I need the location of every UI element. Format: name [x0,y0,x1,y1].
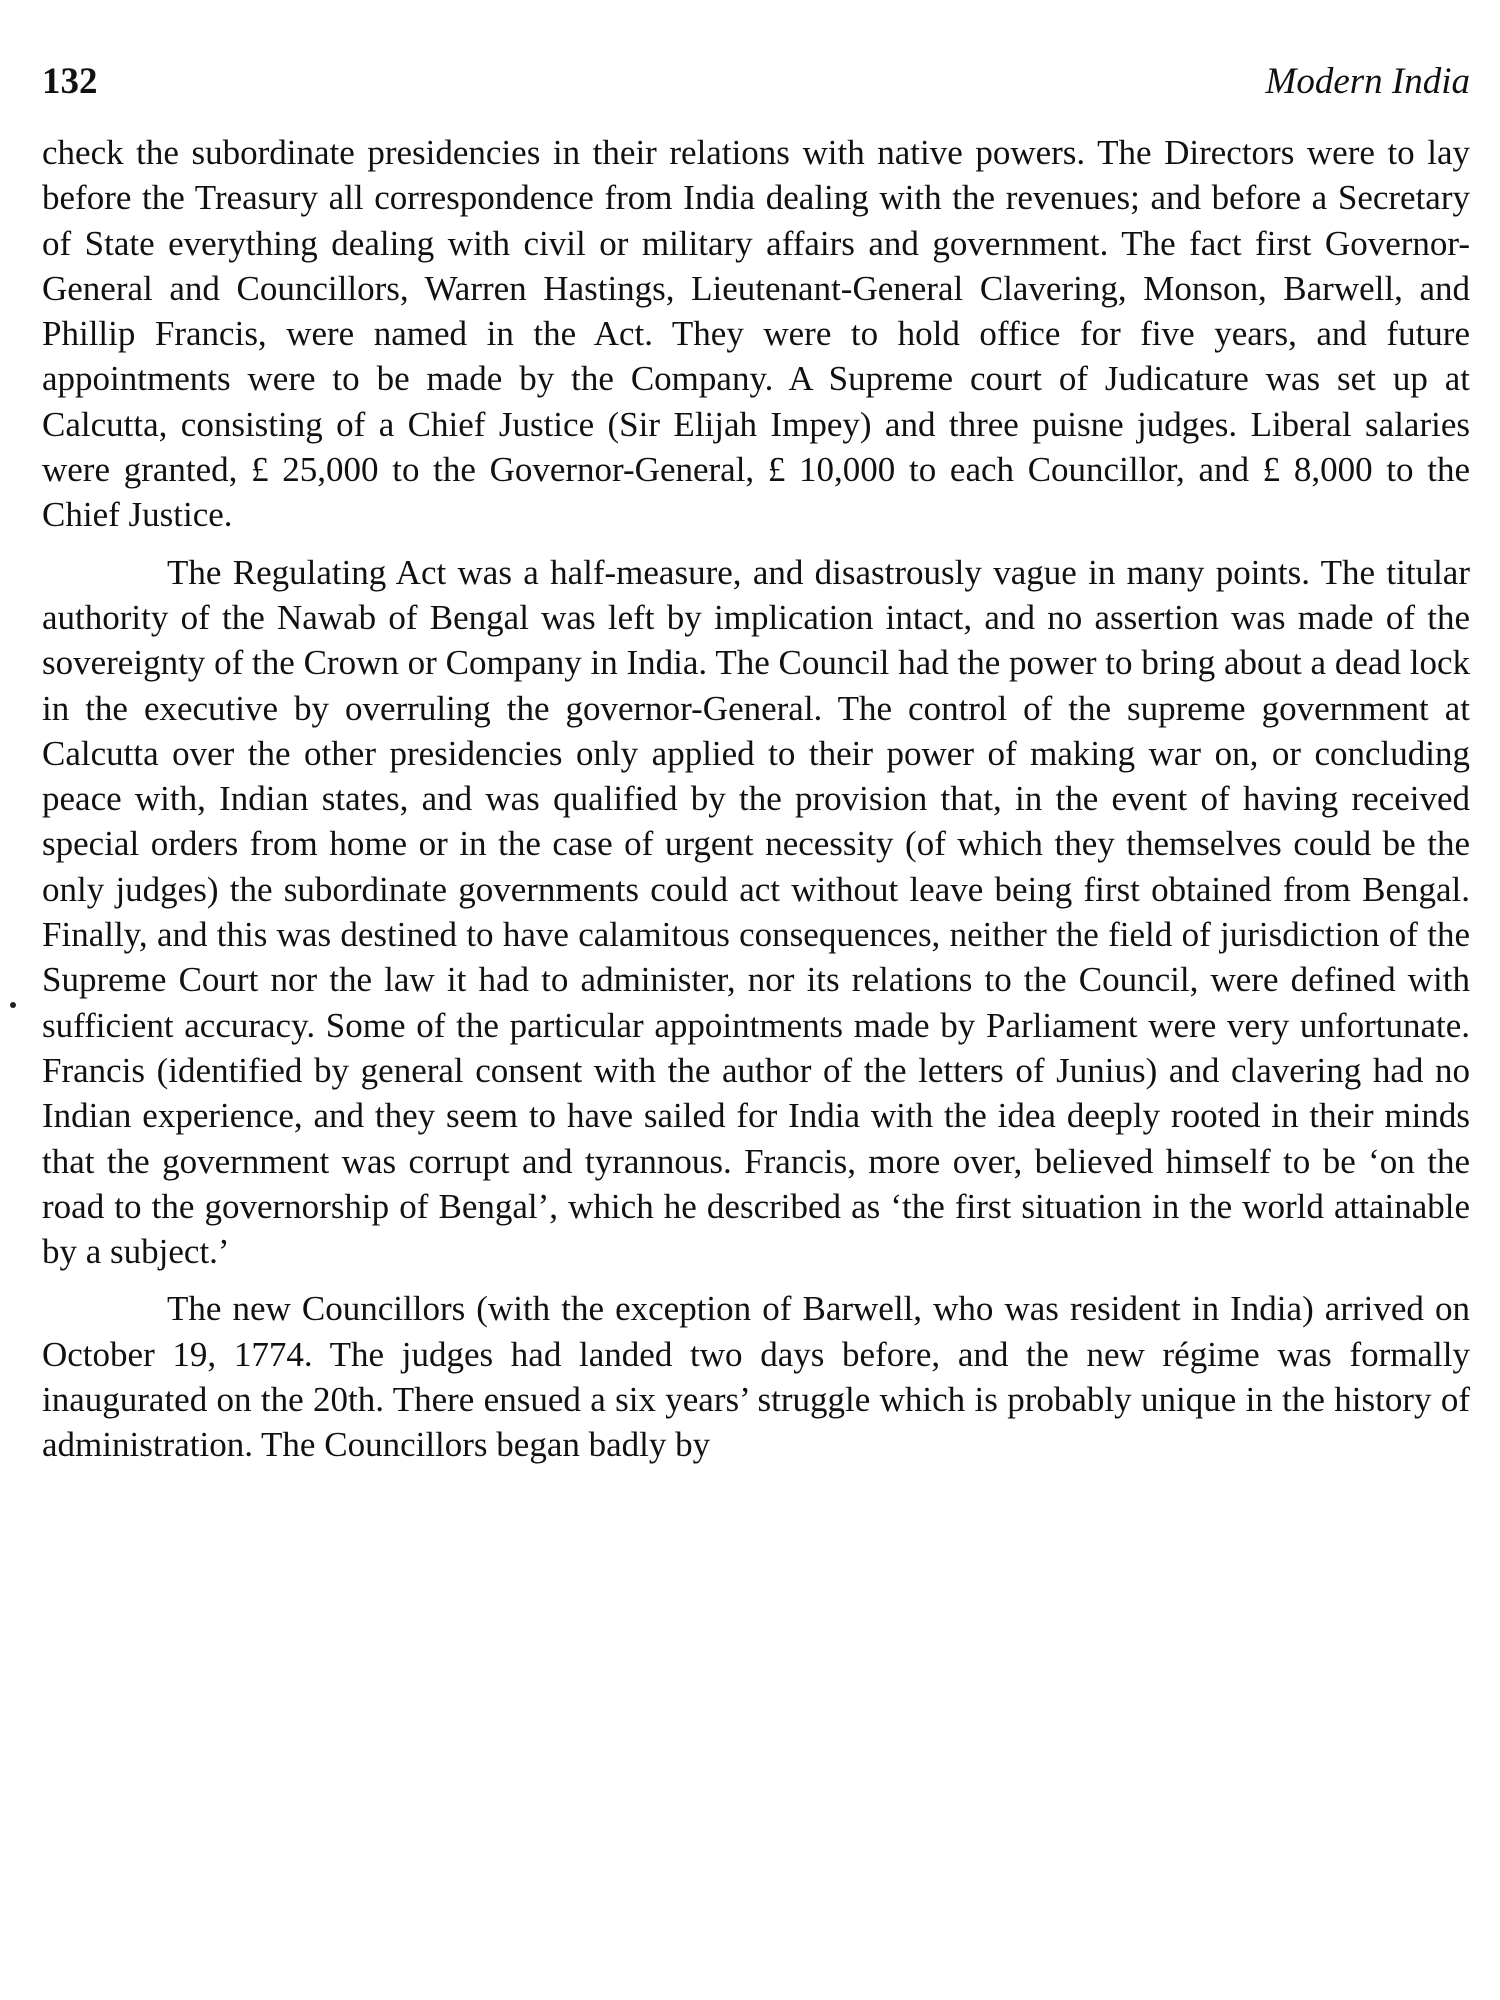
margin-mark [10,1002,16,1008]
page-number: 132 [42,61,98,102]
page-header [42,60,1470,130]
paragraph-3: The new Councillors (with the exception of Barwell, who was resident in India) arrived on October 19, 1774. The judges had landed two days before, and the new régime was formally inaugurated on the 20th. There ensued a six years’ struggle which is probably unique in the history of administration. The Councillors began badly by [42,1289,1470,1465]
book-page [42,60,1470,1468]
running-title: Modern India [1265,61,1470,102]
paragraph-2: The Regulating Act was a half-measure, and disastrously vague in many points. The titular authority of the Nawab of Bengal was left by implication intact, and no assertion was made of the sovereignty of the Crown or Company in India. The Council had the power to bring about a dead lock in the executive by overruling the governor-General. The control of the supreme government at Calcutta over the other presidencies only applied to their power of making war on, or concluding peace with, Indian states, and was qualified by the provision that, in the event of having received special orders from home or in the case of urgent necessity (of which they themselves could be the only judges) the subordinate governments could act without leave being first obtained from Bengal. Finally, and this was destined to have calamitous consequences, neither the field of jurisdiction of the Supreme Court nor the law it had to administer, nor its relations to the Council, were defined with sufficient accuracy. Some of the particular appointments made by Parliament were very unfortunate. Francis (identified by general consent with the author of the letters of Junius) and clavering had no Indian experience, and they seem to have sailed for India with the idea deeply rooted in their minds that the government was corrupt and tyrannous. Francis, more over, believed himself to be ‘on the road to the governorship of Bengal’, which he described as ‘the first situation in the world attainable by a subject.’ [42,552,1470,1272]
paragraph-1: check the subordinate presidencies in their relations with native powers. The Directors were to lay before the Treasury all correspondence from India dealing with the revenues; and before a Secretary of State everything dealing with civil or military affairs and government. The fact first Governor-General and Councillors, Warren Hastings, Lieutenant-General Clavering, Monson, Barwell, and Phillip Francis, were named in the Act. They were to hold office for five years, and future appointments were to be made by the Company. A Supreme court of Judicature was set up at Calcutta, consisting of a Chief Justice (Sir Elijah Impey) and three puisne judges. Liberal salaries were granted, £ 25,000 to the Governor-General, £ 10,000 to each Councillor, and £ 8,000 to the Chief Justice. [42,133,1470,535]
body-text [42,130,1470,1468]
